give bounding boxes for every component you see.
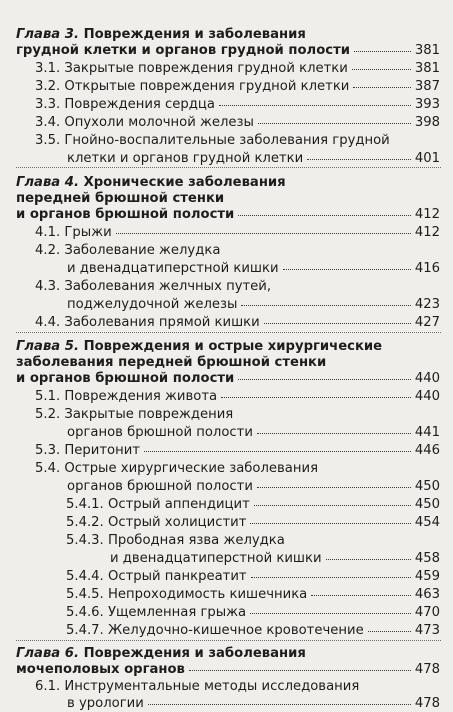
toc-entry-5-4-7[interactable] — [66, 623, 440, 639]
entry-page: 381 — [414, 61, 440, 76]
entry-title-cont: органов брюшной полости — [67, 479, 253, 494]
chapter-5-title-line1: Повреждения и острые хирургические — [83, 339, 383, 354]
entry-title-cont: клетки и органов грудной клетки — [67, 151, 304, 166]
dot-leader — [354, 51, 411, 52]
dot-leader — [368, 631, 411, 632]
entry-title: Острый панкреатит — [107, 569, 247, 584]
dot-leader — [258, 123, 411, 124]
entry-title-cont: поджелудочной железы — [67, 297, 238, 312]
entry-page: 446 — [414, 443, 440, 458]
toc-entry-3-1[interactable] — [35, 61, 440, 77]
entry-page: 423 — [414, 297, 440, 312]
entry-page: 463 — [414, 587, 440, 602]
entry-number: 5.4.1. — [66, 497, 104, 512]
chapter-5-title-line2: заболевания передней брюшной стенки — [16, 355, 327, 370]
entry-page: 450 — [414, 497, 440, 512]
dot-leader — [307, 159, 411, 160]
dot-leader — [116, 233, 411, 234]
chapter-6-title-line1: Повреждения и заболевания — [83, 646, 306, 661]
entry-title: Заболевания желчных путей, — [64, 279, 272, 294]
entry-number: 5.4.5. — [66, 587, 104, 602]
toc-entry-5-4-3[interactable] — [110, 551, 440, 567]
chapter-5-entry[interactable] — [16, 371, 440, 387]
entry-number: 3.3. — [35, 97, 61, 112]
entry-page: 441 — [414, 425, 440, 440]
entry-page: 478 — [414, 696, 440, 711]
entry-title-cont: в урологии — [67, 696, 144, 711]
entry-title-cont: органов брюшной полости — [67, 425, 253, 440]
entry-title: Непроходимость кишечника — [107, 587, 308, 602]
dot-leader — [250, 613, 411, 614]
entry-number: 5.4. — [35, 461, 61, 476]
entry-number: 5.1. — [35, 389, 61, 404]
entry-page: 387 — [414, 79, 440, 94]
entry-number: 5.4.6. — [66, 605, 104, 620]
entry-number: 5.4.4. — [66, 569, 104, 584]
entry-title: Опухоли молочной железы — [64, 115, 254, 130]
entry-number: 5.2. — [35, 407, 61, 422]
entry-page: 473 — [414, 623, 440, 638]
toc-entry-4-2[interactable] — [67, 261, 440, 277]
entry-title: Прободная язва желудка — [107, 533, 285, 548]
entry-page: 401 — [414, 151, 440, 166]
dot-leader — [250, 523, 410, 524]
dot-leader — [257, 487, 411, 488]
entry-number: 4.3. — [35, 279, 61, 294]
toc-entry-4-3-line1[interactable] — [35, 279, 271, 295]
chapter-5-page: 440 — [414, 371, 440, 386]
dot-leader — [254, 505, 411, 506]
dot-leader — [352, 69, 411, 70]
entry-title: Инструментальные методы исследования — [64, 679, 360, 694]
dot-leader — [238, 215, 411, 216]
toc-entry-5-4-2[interactable] — [66, 515, 440, 531]
section-divider — [16, 332, 441, 333]
entry-number: 3.4. — [35, 115, 61, 130]
toc-entry-3-5[interactable] — [67, 151, 440, 167]
chapter-5-label: Глава 5. — [16, 339, 79, 354]
entry-title: Острый холицистит — [107, 515, 247, 530]
entry-number: 4.1. — [35, 225, 61, 240]
toc-entry-5-4-4[interactable] — [66, 569, 440, 585]
entry-title: Желудочно-кишечное кровотечение — [107, 623, 364, 638]
entry-number: 5.3. — [35, 443, 61, 458]
entry-title: Гнойно-воспалительные заболевания грудной — [64, 133, 390, 148]
toc-entry-6-1-line1[interactable] — [35, 679, 359, 695]
toc-entry-4-1[interactable] — [35, 225, 440, 241]
toc-entry-4-2-line1[interactable] — [35, 243, 220, 259]
dot-leader — [311, 595, 411, 596]
entry-title: Грыжи — [64, 225, 112, 240]
section-divider — [16, 640, 441, 641]
dot-leader — [264, 323, 411, 324]
toc-entry-5-3[interactable] — [35, 443, 440, 459]
entry-number: 3.1. — [35, 61, 61, 76]
entry-title-cont: и двенадцатиперстной кишки — [67, 261, 279, 276]
entry-title: Повреждения сердца — [64, 97, 215, 112]
entry-page: 412 — [414, 225, 440, 240]
entry-number: 5.4.3. — [66, 533, 104, 548]
entry-number: 4.4. — [35, 315, 61, 330]
entry-page: 470 — [414, 605, 440, 620]
toc-entry-5-4-3-line1[interactable] — [66, 533, 285, 549]
toc-entry-5-4-6[interactable] — [66, 605, 440, 621]
chapter-6-page: 478 — [414, 662, 440, 677]
chapter-4-title-line1: Хронические заболевания — [83, 175, 286, 190]
chapter-3-page: 381 — [414, 43, 440, 58]
chapter-6-title-line2: мочеполовых органов — [16, 662, 185, 677]
chapter-3-title-line1: Повреждения и заболевания — [83, 27, 306, 42]
section-divider — [16, 167, 441, 168]
dot-leader — [353, 87, 410, 88]
dot-leader — [241, 305, 410, 306]
entry-number: 6.1. — [35, 679, 61, 694]
entry-title: Заболевания прямой кишки — [64, 315, 260, 330]
toc-entry-5-4[interactable] — [67, 479, 440, 495]
dot-leader — [283, 269, 411, 270]
entry-page: 459 — [414, 569, 440, 584]
chapter-5-heading — [16, 339, 382, 355]
toc-entry-4-3[interactable] — [67, 297, 440, 313]
chapter-4-title-line3: и органов брюшной полости — [16, 207, 235, 222]
toc-entry-5-4-1[interactable] — [66, 497, 440, 513]
chapter-4-label: Глава 4. — [16, 175, 79, 190]
entry-page: 416 — [414, 261, 440, 276]
toc-entry-4-4[interactable] — [35, 315, 440, 331]
dot-leader — [219, 105, 411, 106]
dot-leader — [257, 433, 411, 434]
chapter-3-label: Глава 3. — [16, 27, 79, 42]
toc-entry-3-5-line1[interactable] — [35, 133, 390, 149]
entry-title: Острый аппендицит — [107, 497, 250, 512]
chapter-5-title-line3: и органов брюшной полости — [16, 371, 235, 386]
entry-number: 5.4.7. — [66, 623, 104, 638]
entry-number: 4.2. — [35, 243, 61, 258]
toc-entry-6-1[interactable] — [67, 696, 440, 712]
entry-title: Открытые повреждения грудной клетки — [64, 79, 350, 94]
toc-entry-5-4-5[interactable] — [66, 587, 440, 603]
entry-title: Повреждения живота — [64, 389, 218, 404]
entry-title: Закрытые повреждения грудной клетки — [64, 61, 348, 76]
dot-leader — [326, 559, 411, 560]
chapter-3-entry[interactable] — [16, 43, 440, 59]
entry-number: 5.4.2. — [66, 515, 104, 530]
entry-title: Ущемленная грыжа — [107, 605, 247, 620]
chapter-4-page: 412 — [414, 207, 440, 222]
dot-leader — [148, 704, 411, 705]
entry-number: 3.5. — [35, 133, 61, 148]
toc-entry-3-4[interactable] — [35, 115, 440, 131]
dot-leader — [238, 379, 411, 380]
entry-title-cont: и двенадцатиперстной кишки — [110, 551, 322, 566]
toc-entry-5-2-line1[interactable] — [35, 407, 233, 423]
entry-page: 398 — [414, 115, 440, 130]
toc-entry-3-3[interactable] — [35, 97, 440, 113]
entry-page: 393 — [414, 97, 440, 112]
toc-entry-5-2[interactable] — [67, 425, 440, 441]
entry-title: Заболевание желудка — [64, 243, 221, 258]
entry-page: 440 — [414, 389, 440, 404]
toc-entry-3-2[interactable] — [35, 79, 440, 95]
entry-page: 450 — [414, 479, 440, 494]
entry-page: 454 — [414, 515, 440, 530]
chapter-4-heading — [16, 175, 286, 191]
toc-entry-5-1[interactable] — [35, 389, 440, 405]
chapter-4-title-line2: передней брюшной стенки — [16, 191, 225, 206]
entry-page: 458 — [414, 551, 440, 566]
chapter-4-entry[interactable] — [16, 207, 440, 223]
entry-page: 427 — [414, 315, 440, 330]
chapter-6-label: Глава 6. — [16, 646, 79, 661]
chapter-6-entry[interactable] — [16, 662, 440, 678]
dot-leader — [189, 670, 411, 671]
entry-title: Перитонит — [64, 443, 140, 458]
entry-title: Острые хирургические заболевания — [64, 461, 319, 476]
toc-entry-5-4-line1[interactable] — [35, 461, 318, 477]
entry-number: 3.2. — [35, 79, 61, 94]
chapter-6-heading — [16, 646, 306, 662]
entry-title: Закрытые повреждения — [64, 407, 234, 422]
dot-leader — [144, 451, 411, 452]
chapter-3-heading — [16, 27, 306, 43]
dot-leader — [221, 397, 411, 398]
dot-leader — [251, 577, 411, 578]
chapter-3-title-line2: грудной клетки и органов грудной полости — [16, 43, 350, 58]
